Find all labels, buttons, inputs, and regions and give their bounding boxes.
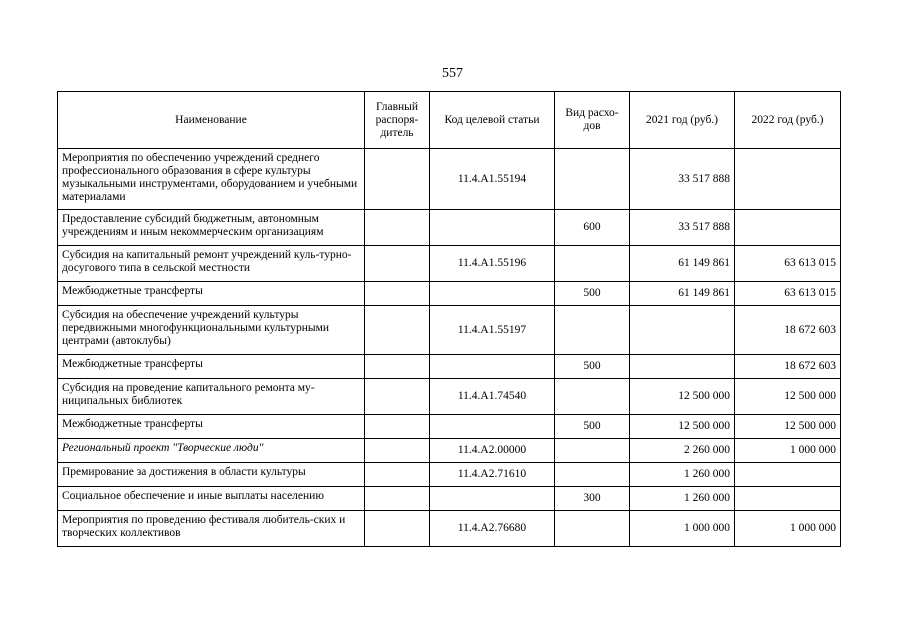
row-name: Региональный проект "Творческие люди": [58, 439, 365, 463]
row-admin: [365, 210, 430, 246]
row-2022: 63 613 015: [735, 282, 841, 306]
row-code: [430, 210, 555, 246]
header-name: Наименование: [58, 92, 365, 149]
row-2022: [735, 487, 841, 511]
row-2022: 12 500 000: [735, 415, 841, 439]
row-admin: [365, 439, 430, 463]
page-number: 557: [442, 66, 463, 81]
row-2022: 1 000 000: [735, 511, 841, 547]
row-2022: 18 672 603: [735, 306, 841, 355]
row-2022: 12 500 000: [735, 379, 841, 415]
row-2021: 33 517 888: [630, 210, 735, 246]
row-2021: 1 000 000: [630, 511, 735, 547]
row-type: [555, 439, 630, 463]
row-type: [555, 246, 630, 282]
row-admin: [365, 246, 430, 282]
row-admin: [365, 463, 430, 487]
row-type: 500: [555, 282, 630, 306]
row-2022: 18 672 603: [735, 355, 841, 379]
row-name: Мероприятия по проведению фестиваля любитель-ских и творческих коллективов: [58, 511, 365, 547]
row-code: 11.4.A1.74540: [430, 379, 555, 415]
row-name: Субсидия на проведение капитального ремонта му-ниципальных библиотек: [58, 379, 365, 415]
row-code: [430, 487, 555, 511]
table-row: [58, 246, 841, 282]
row-2021: 61 149 861: [630, 282, 735, 306]
row-name: Предоставление субсидий бюджетным, автономным учреждениям и иным некоммерческим организациям: [58, 210, 365, 246]
table-row: [58, 463, 841, 487]
row-type: [555, 149, 630, 210]
row-2021: [630, 355, 735, 379]
header-admin: Главный распоря-дитель: [365, 92, 430, 149]
table-row: [58, 355, 841, 379]
table-row: [58, 511, 841, 547]
header-code: Код целевой статьи: [430, 92, 555, 149]
row-type: 300: [555, 487, 630, 511]
row-type: [555, 511, 630, 547]
table-header-row: [58, 92, 841, 149]
row-name: Межбюджетные трансферты: [58, 282, 365, 306]
row-2021: 1 260 000: [630, 487, 735, 511]
header-type: Вид расхо-дов: [555, 92, 630, 149]
row-code: [430, 415, 555, 439]
row-code: 11.4.A1.55194: [430, 149, 555, 210]
row-admin: [365, 282, 430, 306]
table-row: [58, 210, 841, 246]
table-row: [58, 149, 841, 210]
row-2022: 63 613 015: [735, 246, 841, 282]
row-code: 11.4.A1.55196: [430, 246, 555, 282]
row-code: 11.4.A2.00000: [430, 439, 555, 463]
table-row: [58, 379, 841, 415]
table-row: [58, 439, 841, 463]
row-2021: 12 500 000: [630, 379, 735, 415]
row-2021: 12 500 000: [630, 415, 735, 439]
table-row: [58, 282, 841, 306]
table-row: [58, 306, 841, 355]
row-2022: 1 000 000: [735, 439, 841, 463]
row-name: Субсидия на обеспечение учреждений культуры передвижными многофункциональными культурными центрами (автоклубы): [58, 306, 365, 355]
row-name: Субсидия на капитальный ремонт учреждений куль-турно-досугового типа в сельской местности: [58, 246, 365, 282]
row-name: Мероприятия по обеспечению учреждений среднего профессионального образования в сфере культуры музыкальными инструментами, оборудованием и учебными материалами: [58, 149, 365, 210]
row-type: 600: [555, 210, 630, 246]
budget-table: [57, 91, 841, 547]
row-admin: [365, 306, 430, 355]
row-type: [555, 379, 630, 415]
table-row: [58, 415, 841, 439]
row-2021: 61 149 861: [630, 246, 735, 282]
header-2021: 2021 год (руб.): [630, 92, 735, 149]
row-admin: [365, 149, 430, 210]
row-type: [555, 306, 630, 355]
table-row: [58, 487, 841, 511]
row-name: Премирование за достижения в области культуры: [58, 463, 365, 487]
row-type: 500: [555, 355, 630, 379]
row-type: 500: [555, 415, 630, 439]
row-2022: [735, 210, 841, 246]
row-2022: [735, 149, 841, 210]
row-code: 11.4.A2.76680: [430, 511, 555, 547]
row-admin: [365, 511, 430, 547]
row-admin: [365, 487, 430, 511]
row-admin: [365, 415, 430, 439]
row-admin: [365, 379, 430, 415]
row-2022: [735, 463, 841, 487]
row-code: 11.4.A2.71610: [430, 463, 555, 487]
row-code: [430, 355, 555, 379]
row-admin: [365, 355, 430, 379]
row-2021: 2 260 000: [630, 439, 735, 463]
row-name: Межбюджетные трансферты: [58, 415, 365, 439]
header-2022: 2022 год (руб.): [735, 92, 841, 149]
row-2021: [630, 306, 735, 355]
row-2021: 1 260 000: [630, 463, 735, 487]
row-code: [430, 282, 555, 306]
row-2021: 33 517 888: [630, 149, 735, 210]
row-type: [555, 463, 630, 487]
row-name: Социальное обеспечение и иные выплаты населению: [58, 487, 365, 511]
row-name: Межбюджетные трансферты: [58, 355, 365, 379]
row-code: 11.4.A1.55197: [430, 306, 555, 355]
